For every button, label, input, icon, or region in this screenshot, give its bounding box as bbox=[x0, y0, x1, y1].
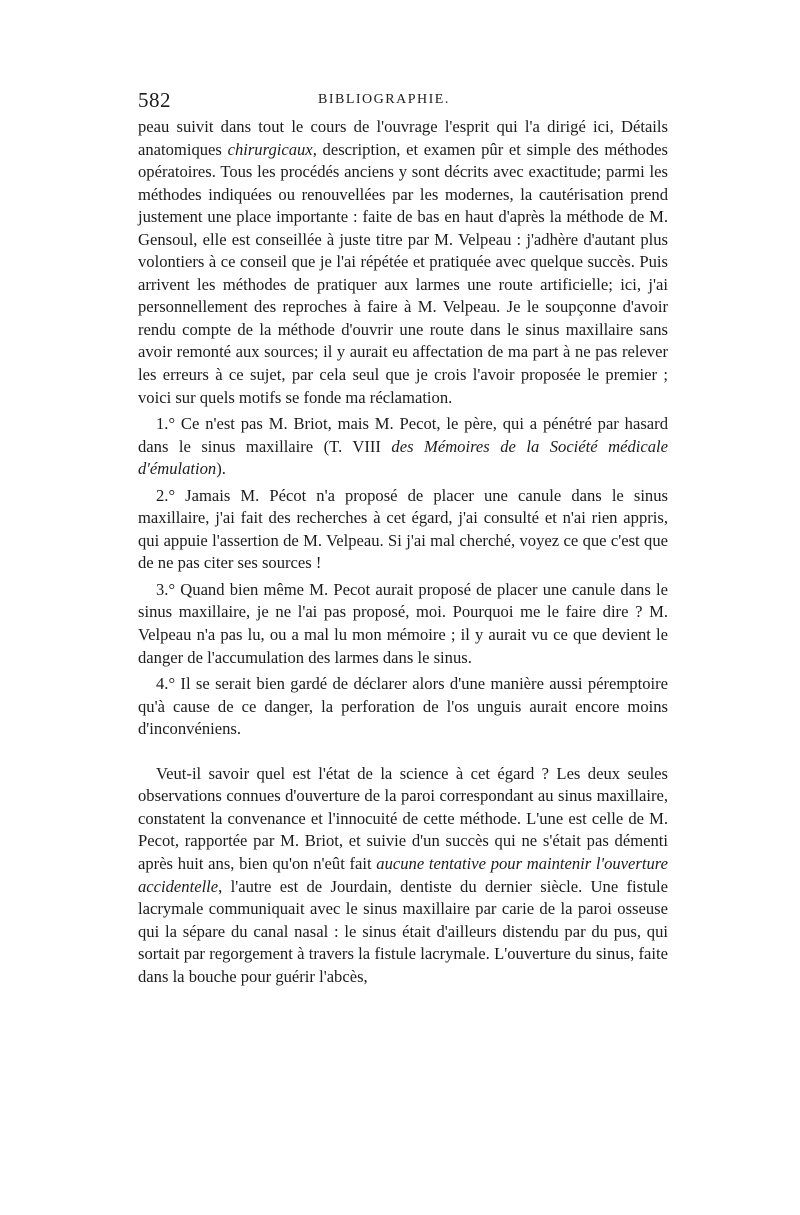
text-run: 2.° Jamais M. Pécot n'a proposé de placer une canule dans le sinus maxillaire, j'ai fait des recherches à cet égard, j'ai consulté et n'ai rien appris, qui appuie l'assertion de M. Velpeau. Si j'ai mal cherché, voyez ce que c'est que de ne pas citer ses sources ! bbox=[138, 485, 668, 573]
text-run: 4.° Il se serait bien gardé de déclarer alors d'une manière aussi péremptoire qu'à cause de ce danger, la perforation de l'os unguis aurait encore moins d'inconvéniens. bbox=[138, 674, 668, 739]
text-run: 3.° Quand bien même M. Pecot aurait proposé de placer une canule dans le sinus maxillaire, je ne l'ai pas proposé, moi. Pourquoi me le faire dire ? M. Velpeau n'a pas lu, ou a mal lu mon mémoire ; il y aurait vu ce que devient le danger de l'accumulation des larmes dans le sinus. bbox=[138, 579, 668, 667]
page-header bbox=[138, 88, 668, 118]
text-run: ). bbox=[216, 459, 226, 479]
text-run: peau suivit dans tout le cours de l'ouvrage l'esprit qui l'a dirigé ici, Détails anatomiques bbox=[138, 117, 668, 159]
body-text bbox=[138, 116, 668, 988]
paragraph-point-4 bbox=[138, 673, 668, 741]
text-run: , description, et examen pûr et simple des méthodes opératoires. Tous les procédés anciens y sont décrits avec exactitude; parmi les méthodes indiquées ou renouvellées par les modernes, la cautérisation prend justement une place importante : faite de bas en haut d'après la méthode de M. Gensoul, elle est conseillée à juste titre par M. Velpeau : j'adhère d'autant plus volontiers à ce conseil que je l'ai répétée et pratiquée avec quelque succès. Puis arrivent les méthodes de pratiquer aux larmes une route artificielle; ici, j'ai personnellement des reproches à faire à M. Velpeau. Je le soupçonne d'avoir rendu compte de la méthode d'ouvrir une route dans le sinus maxillaire sans avoir remonté aux sources; il y aurait eu affectation de ma part à ne pas relever les erreurs à ce sujet, par cela seul que je crois l'avoir proposée le premier ; voici sur quels motifs se fonde ma réclamation. bbox=[138, 139, 668, 407]
running-title: BIBLIOGRAPHIE. bbox=[318, 92, 450, 107]
italic-text-run: aucune tentative pour maintenir l'ouverture accidentelle bbox=[138, 853, 668, 896]
page-number: 582 bbox=[138, 88, 171, 112]
paragraph-point-3 bbox=[138, 579, 668, 669]
paragraph-point-1 bbox=[138, 413, 668, 481]
italic-text-run: des Mémoires de la Société médicale d'émulation bbox=[138, 436, 668, 479]
text-run: , l'autre est de Jourdain, dentiste du dernier siècle. Une fistule lacrymale communiquait avec le sinus maxillaire par carie de la paroi osseuse qui la sépare du canal nasal : le sinus était d'ailleurs distendu par du pus, qui sortait par regorgement à travers la fistule lacrymale. L'ouverture du sinus, faite dans la bouche pour guérir l'abcès, bbox=[138, 876, 668, 986]
text-run: 1.° Ce n'est pas M. Briot, mais M. Pecot, le père, qui a pénétré par hasard dans le sinus maxillaire (T. VIII bbox=[138, 414, 668, 456]
text-run: Veut-il savoir quel est l'état de la science à cet égard ? Les deux seules observations connues d'ouverture de la paroi correspondant au sinus maxillaire, constatent la convenance et l'innocuité de cette méthode. L'une est celle de M. Pecot, rapportée par M. Briot, et suivie d'un succès qui ne s'était pas démenti après huit ans, bien qu'on n'eût fait bbox=[138, 763, 668, 873]
paragraph-continuation bbox=[138, 116, 668, 409]
paragraph-science bbox=[138, 763, 668, 988]
italic-text-run: chirurgicaux bbox=[227, 139, 313, 159]
paragraph-point-2 bbox=[138, 485, 668, 575]
